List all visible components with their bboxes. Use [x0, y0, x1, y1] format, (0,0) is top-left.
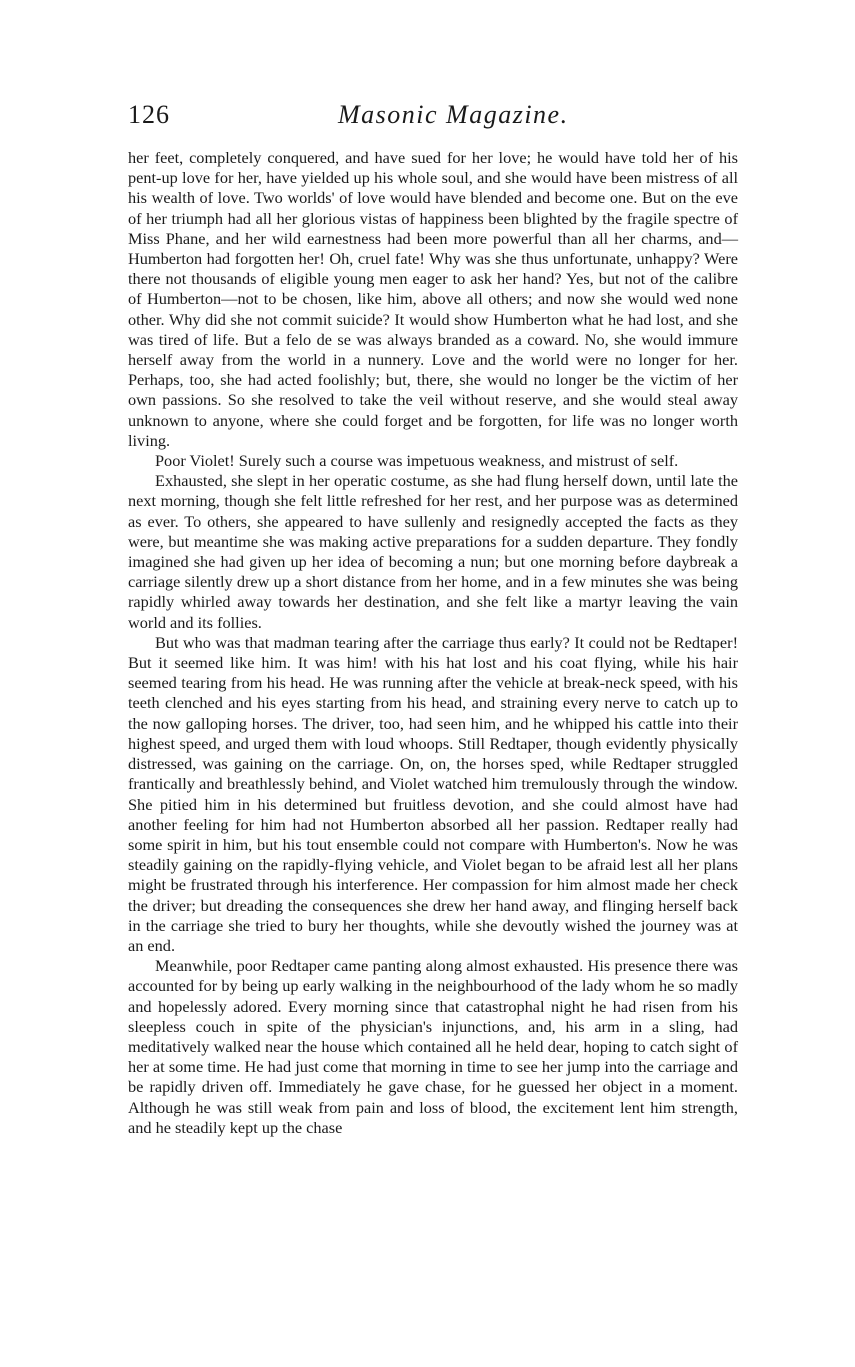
paragraph-1: her feet, completely conquered, and have sued for her love; he would have told her of his pent-up love for her, have yielded up his whole soul, and she would have been mistress of all his wealth of love. Two worlds' of love would have blended and become one. But on the eve of her triumph had all her glorious vistas of happiness been blighted by the fragile spectre of Miss Phane, and her wild earnestness had been more powerful than all her charms, and—Humberton had forgotten her! Oh, cruel fate! Why was she thus unfortunate, unhappy? Were there not thousands of eligible young men eager to ask her hand? Yes, but not of the calibre of Humberton—not to be chosen, like him, above all others; and now she would wed none other. Why did she not commit suicide? It would show Humberton what he had lost, and she was tired of life. But a felo de se was always branded as a coward. No, she would immure herself away from the world in a nunnery. Love and the world were no longer for her. Perhaps, too, she had acted foolishly; but, there, she would no longer be the victim of her own passions. So she resolved to take the veil without reserve, and she would steal away unknown to anyone, where she could forget and be forgotten, for life was no longer worth living.: [128, 148, 738, 450]
paragraph-2: Poor Violet! Surely such a course was impetuous weakness, and mistrust of self.: [155, 451, 679, 471]
article-body: [128, 148, 738, 1138]
paragraph-3: Exhausted, she slept in her operatic costume, as she had flung herself down, until late the next morning, though she felt little refreshed for her rest, and her purpose was as determined as ever. To others, she appeared to have sullenly and resignedly accepted the facts as they were, but meantime she was making active preparations for a sudden departure. They fondly imagined she had given up her idea of becoming a nun; but one morning before daybreak a carriage silently drew up a short distance from her home, and in a few minutes she was being rapidly whirled away towards her destination, and she felt like a martyr leaving the vain world and its follies.: [128, 471, 738, 632]
page-header: [128, 100, 738, 136]
paragraph-4: But who was that madman tearing after the carriage thus early? It could not be Redtaper! But it seemed like him. It was him! with his hat lost and his coat flying, while his hair seemed tearing from his head. He was running after the vehicle at break-neck speed, with his teeth clenched and his eyes starting from his head, and straining every nerve to catch up to the now galloping horses. The driver, too, had seen him, and he whipped his cattle into their highest speed, and urged them with loud whoops. Still Redtaper, though evidently physically distressed, was gaining on the carriage. On, on, the horses sped, while Redtaper struggled frantically and breathlessly behind, and Violet watched him tremulously through the window. She pitied him in his determined but fruitless devotion, and she could almost have had another feeling for him had not Humberton absorbed all her passion. Redtaper really had some spirit in him, but his tout ensemble could not compare with Humberton's. Now he was steadily gaining on the rapidly-flying vehicle, and Violet began to be afraid lest all her plans might be frustrated through his interference. Her compassion for him almost made her check the driver; but dreading the consequences she drew her hand away, and flinging herself back in the carriage she tried to bury her thoughts, while she devoutly wished the journey was at an end.: [128, 632, 738, 955]
paragraph-5: Meanwhile, poor Redtaper came panting along almost exhausted. His presence there was accounted for by being up early walking in the neighbourhood of the lady whom he so madly and hopelessly adored. Every morning since that catastrophal night he had risen from his sleepless couch in spite of the physician's injunctions, and, his arm in a sling, had meditatively walked near the house which contained all he held dear, hoping to catch sight of her at some time. He had just come that morning in time to see her jump into the carriage and be rapidly driven off. Immediately he gave chase, for he guessed her object in a moment. Although he was still weak from pain and loss of blood, the excitement lent him strength, and he steadily kept up the chase: [128, 956, 738, 1137]
page-number: 126: [128, 100, 170, 129]
running-title: Masonic Magazine.: [338, 100, 569, 129]
